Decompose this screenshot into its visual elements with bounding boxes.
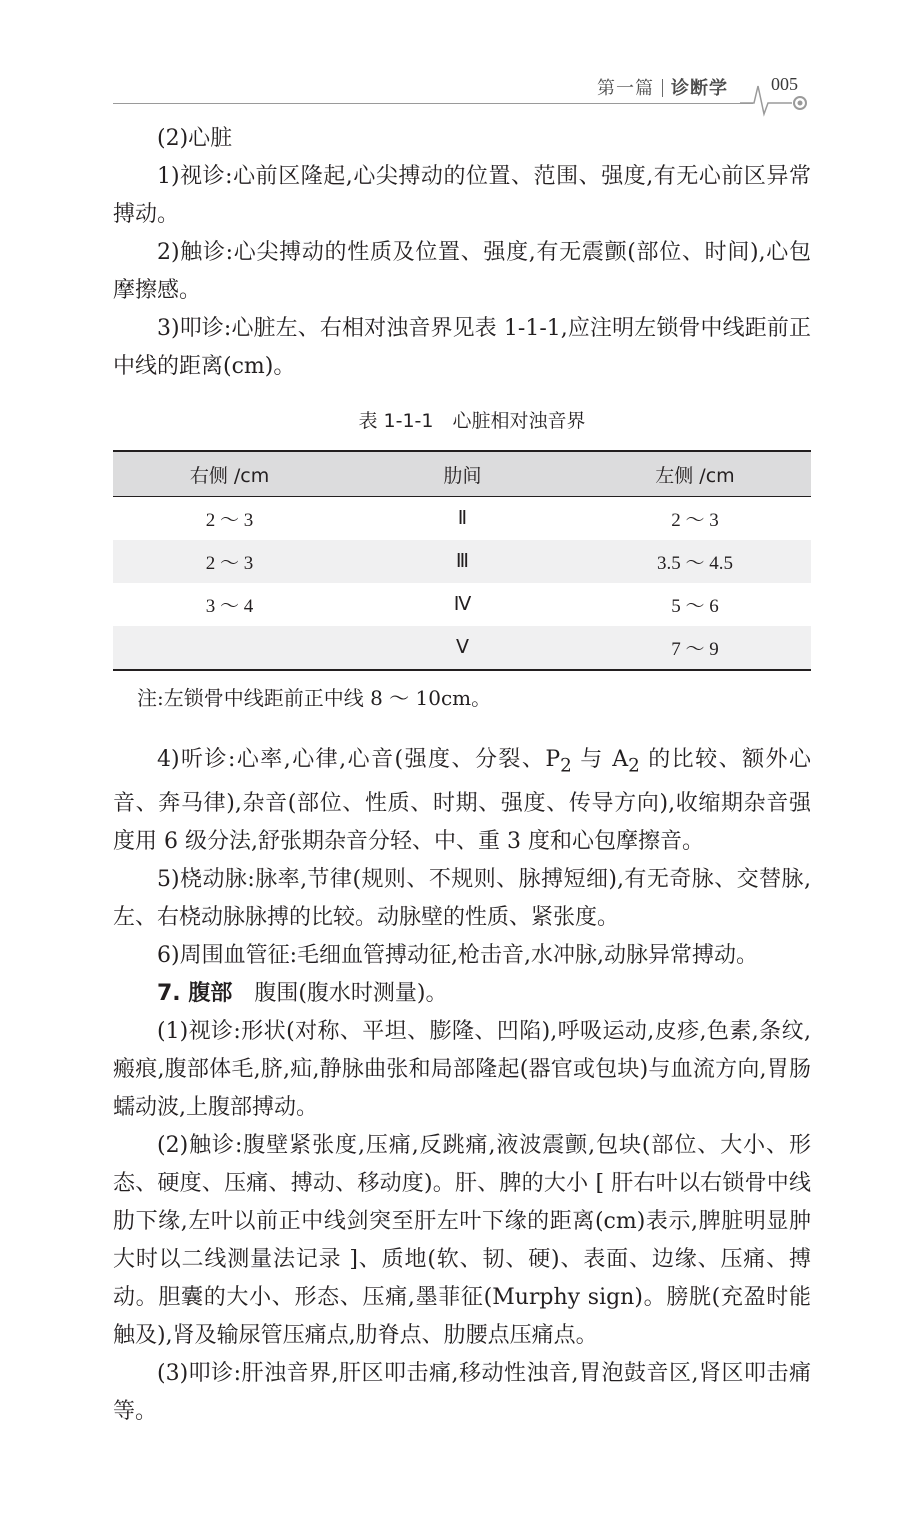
subscript-p2: 2 — [560, 755, 572, 777]
cell-intercostal: Ⅲ — [346, 540, 579, 583]
section-abdomen-text: 腹围(腹水时测量)。 — [232, 981, 448, 1007]
page-header — [0, 0, 900, 130]
heading-heart: (2)心脏 — [157, 126, 233, 151]
dullness-table-block — [113, 408, 811, 715]
para4-part-c: 的比较、额外心音、奔马律),杂音(部位、性质、时期、强度、传导方向),收缩期杂音强度用 6 级分法,舒张期杂音分轻、中、重 3 度和心包摩擦音。 — [113, 747, 811, 855]
para-radial-pulse: 5)桡动脉:脉率,节律(规则、不规则、脉搏短细),有无奇脉、交替脉,左、右桡动脉脉搏的比较。动脉壁的性质、紧张度。 — [113, 867, 811, 931]
cell-right: 3 ～ 4 — [205, 596, 254, 617]
cell-intercostal: Ⅳ — [453, 594, 472, 615]
para-abdomen-inspection: (1)视诊:形状(对称、平坦、膨隆、凹陷),呼吸运动,皮疹,色素,条纹,瘢痕,腹部体毛,脐,疝,静脉曲张和局部隆起(器官或包块)与血流方向,胃肠蠕动波,上腹部搏动。 — [113, 1019, 811, 1121]
table-title: 表 1-1-1 心脏相对浊音界 — [358, 410, 586, 432]
page-number: 005 — [771, 74, 798, 94]
dullness-table — [113, 450, 811, 671]
para-abdomen-palpation: (2)触诊:腹壁紧张度,压痛,反跳痛,液波震颤,包块(部位、大小、形态、硬度、压痛、搏动、移动度)。肝、脾的大小 [ 肝右叶以右锁骨中线肋下缘,左叶以前正中线剑突至肝左叶下缘的距离(cm)表示,脾脏明显肿大时以二线测量法记录 ]、质地(软、韧、硬)、表面、边缘、压痛、搏动。胆囊的大小、形态、压痛,墨菲征(Murphy sign)。膀胱(充盈时能触及),肾及输尿管压痛点,肋脊点、肋腰点压痛点。 — [113, 1133, 811, 1349]
para4-part-a: 4)听诊:心率,心律,心音(强度、分裂、P — [157, 747, 561, 772]
table-row — [113, 540, 811, 583]
cell-left: 7 ～ 9 — [579, 626, 811, 670]
para4-part-b: 与 A — [571, 747, 629, 772]
para-palpation: 2)触诊:心尖搏动的性质及位置、强度,有无震颤(部位、时间),心包摩擦感。 — [113, 240, 811, 303]
cell-right: 2 ～ 3 — [113, 540, 346, 583]
table-row — [113, 583, 811, 626]
cell-left: 3.5 ～ 4.5 — [579, 540, 811, 583]
para-inspection: 1)视诊:心前区隆起,心尖搏动的位置、范围、强度,有无心前区异常搏动。 — [113, 164, 811, 227]
part-label: 第一篇 — [597, 78, 654, 99]
para-auscultation — [113, 741, 811, 861]
cell-right: 2 ～ 3 — [205, 510, 254, 531]
cell-left: 5 ～ 6 — [671, 596, 719, 617]
header-rule — [113, 103, 753, 104]
table-header-row — [113, 451, 811, 497]
cell-intercostal: Ⅴ — [346, 626, 579, 670]
running-head — [597, 74, 728, 100]
para-peripheral-signs: 6)周围血管征:毛细血管搏动征,枪击音,水冲脉,动脉异常搏动。 — [157, 943, 758, 969]
table-row — [113, 497, 811, 541]
table-note: 注:左锁骨中线距前正中线 8 ～ 10cm。 — [137, 686, 492, 710]
header-right: 右侧 /cm — [113, 451, 346, 497]
header-intercostal: 肋间 — [346, 451, 579, 497]
cell-right — [113, 626, 346, 670]
book-title: 诊断学 — [671, 78, 728, 99]
spacer — [113, 715, 811, 741]
section-abdomen-label: 7. 腹部 — [157, 981, 233, 1007]
page-body — [113, 120, 811, 1431]
section-abdomen — [113, 975, 811, 1013]
para-abdomen-percussion: (3)叩诊:肝浊音界,肝区叩击痛,移动性浊音,胃泡鼓音区,肾区叩击痛等。 — [113, 1361, 811, 1425]
header-divider — [662, 79, 663, 97]
subscript-a2: 2 — [628, 755, 640, 777]
table-row — [113, 626, 811, 670]
para-percussion: 3)叩诊:心脏左、右相对浊音界见表 1-1-1,应注明左锁骨中线距前正中线的距离(cm)。 — [113, 316, 811, 379]
cell-left: 2 ～ 3 — [671, 510, 719, 531]
header-left: 左侧 /cm — [579, 451, 811, 497]
cell-intercostal: Ⅱ — [457, 508, 468, 529]
